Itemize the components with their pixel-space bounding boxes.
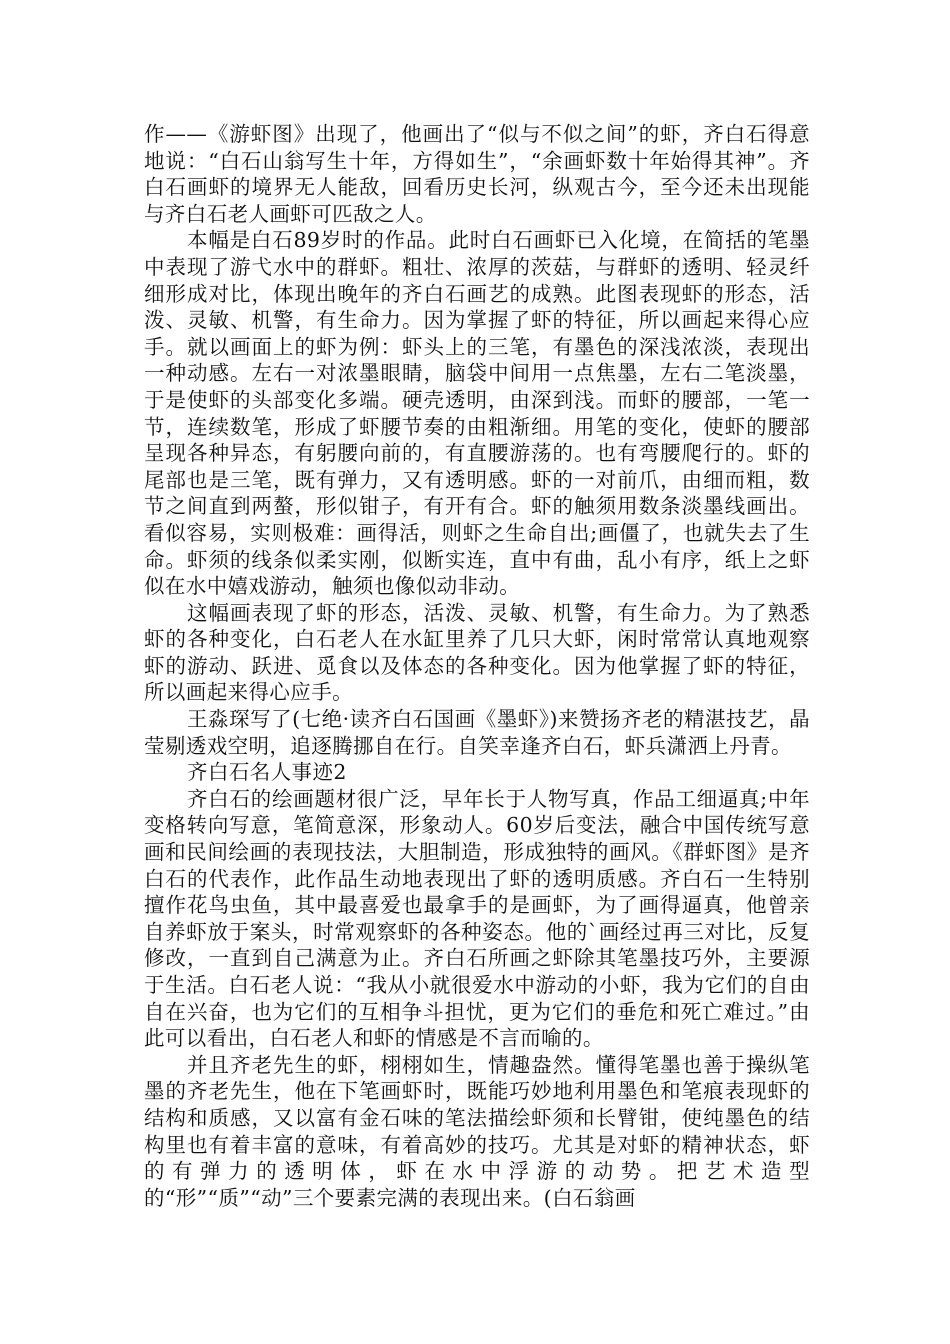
paragraph-brushwork: 并且齐老先生的虾，栩栩如生，情趣盎然。懂得笔墨也善于操纵笔墨的齐老先生，他在下笔画虾时，既能巧妙地利用墨色和笔痕表现虾的结构和质感，又以富有金石味的笔法描绘虾须和长臂钳，使纯墨色的结构里也有着丰富的意味，有着高妙的技巧。尤其是对虾的精神状态，虾的有弹力的透明体，虾在水中浮游的动势。把艺术造型的“形”“质”“动”三个要素完满的表现出来。(白石翁画 xyxy=(144,1052,810,1210)
section-heading: 齐白石名人事迹2 xyxy=(187,760,347,785)
paragraph-intro-continued: 作——《游虾图》出现了，他画出了“似与不似之间”的虾，齐白石得意地说：“白石山翁写生十年，方得如生”，“余画虾数十年始得其神”。齐白石画虾的境界无人能敌，回看历史长河，纵观古今，至今还未出现能与齐白石老人画虾可匹敌之人。 xyxy=(144,122,810,226)
paragraph-shrimp-observation: 这幅画表现了虾的形态，活泼、灵敏、机警，有生命力。为了熟悉虾的各种变化，白石老人在水缸里养了几只大虾，闲时常常认真地观察虾的游动、跃进、觅食以及体态的各种变化。因为他掌握了虾的特征，所以画起来得心应手。 xyxy=(144,600,810,705)
document-body xyxy=(144,121,810,1211)
paragraph-poem: 王淼琛写了(七绝·读齐白石国画《墨虾》)来赞扬齐老的精湛技艺，晶莹剔透戏空明，追逐腾挪自在行。自笑幸逢齐白石，虾兵潇洒上丹青。 xyxy=(144,707,810,758)
paragraph-painting-analysis: 本幅是白石89岁时的作品。此时白石画虾已入化境，在简括的笔墨中表现了游弋水中的群虾。粗壮、浓厚的茨菇，与群虾的透明、轻灵纤细形成对比，体现出晚年的齐白石画艺的成熟。此图表现虾的形态，活泼、灵敏、机警，有生命力。因为掌握了虾的特征，所以画起来得心应手。就以画面上的虾为例：虾头上的三笔，有墨色的深浅浓淡，表现出一种动感。左右一对浓墨眼睛，脑袋中间用一点焦墨，左右二笔淡墨，于是使虾的头部变化多端。硬壳透明，由深到浅。而虾的腰部，一笔一节，连续数笔，形成了虾腰节奏的由粗渐细。用笔的变化，使虾的腰部呈现各种异态，有躬腰向前的，有直腰游荡的。也有弯腰爬行的。虾的尾部也是三笔，既有弹力，又有透明感。虾的一对前爪，由细而粗，数节之间直到两螯，形似钳子，有开有合。虾的触须用数条淡墨线画出。看似容易，实则极难：画得活，则虾之生命自出;画僵了，也就失去了生命。虾须的线条似柔实刚，似断实连，直中有曲，乱小有序，纸上之虾似在水中嬉戏游动，触须也像似动非动。 xyxy=(144,228,810,599)
paragraph-subject-matter: 齐白石的绘画题材很广泛，早年长于人物写真，作品工细逼真;中年变格转向写意，笔简意深，形象动人。60岁后变法，融合中国传统写意画和民间绘画的表现技法，大胆制造，形成独特的画风。《群虾图》是齐白石的代表作，此作品生动地表现出了虾的透明质感。齐白石一生特别擅作花鸟虫鱼，其中最喜爱也最拿手的是画虾，为了画得逼真，他曾亲自养虾放于案头，时常观察虾的各种姿态。他的`画经过再三对比，反复修改，一直到自己满意为止。齐白石所画之虾除其笔墨技巧外，主要源于生活。白石老人说：“我从小就很爱水中游动的小虾，我为它们的自由自在兴奋，也为它们的互相争斗担忧，更为它们的垂危和死亡难过。”由此可以看出，白石老人和虾的情感是不言而喻的。 xyxy=(144,786,810,1051)
